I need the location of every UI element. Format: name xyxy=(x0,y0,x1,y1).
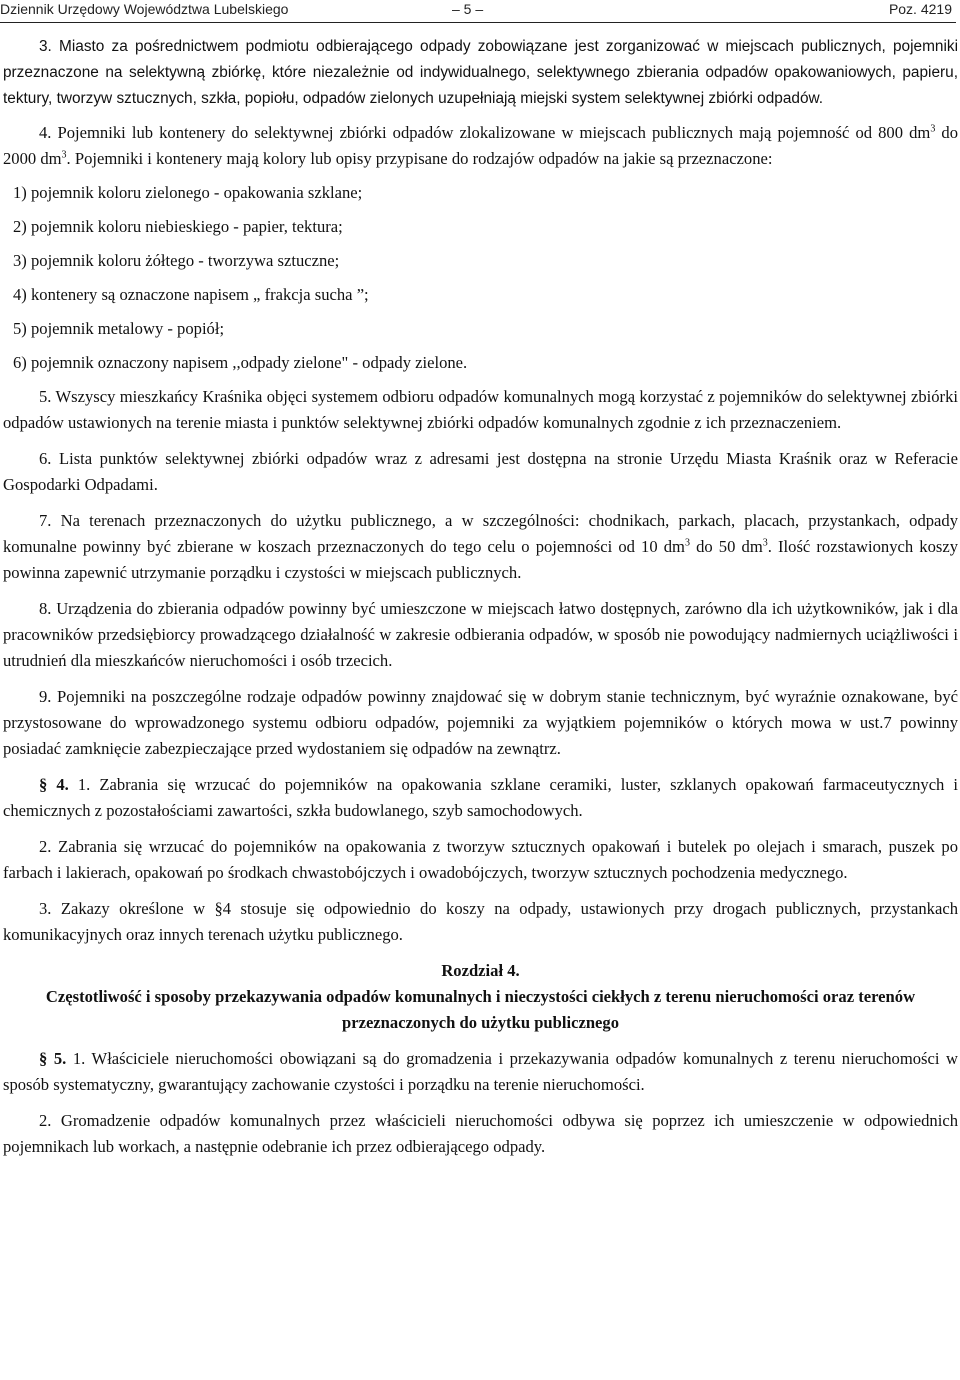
section-5-paragraph-2: 2. Gromadzenie odpadów komunalnych przez właścicieli nieruchomości odbywa się poprzez ich umieszczenie w odpowiednich pojemnikach lub workach, a następnie odebranie ich przez odbierającego odpady. xyxy=(3,1111,958,1156)
page-header xyxy=(0,0,956,23)
list-item: 5) pojemnik metalowy - popiół; xyxy=(13,319,225,338)
chapter-heading: Rozdział 4. xyxy=(441,961,520,980)
paragraph-7-text-b: do 50 dm xyxy=(689,537,763,556)
section-4-paragraph-3: 3. Zakazy określone w §4 stosuje się odpowiednio do koszy na odpady, ustawionych przy drogach publicznych, przystankach komunikacyjnych oraz innych terenach użytku publicznego. xyxy=(3,899,958,944)
paragraph-4 xyxy=(3,120,958,172)
list-item: 6) pojemnik oznaczony napisem ,,odpady zielone" - odpady zielone. xyxy=(13,353,468,372)
list-item: 4) kontenery są oznaczone napisem „ frakcja sucha ”; xyxy=(13,285,369,304)
section-4-paragraph-1 xyxy=(3,772,958,824)
list-item: 3) pojemnik koloru żółtego - tworzywa sztuczne; xyxy=(13,251,340,270)
paragraph-6: 6. Lista punktów selektywnej zbiórki odpadów wraz z adresami jest dostępna na stronie Urzędu Miasta Kraśnik oraz w Referacie Gospodarki Odpadami. xyxy=(3,449,958,494)
paragraph-5: 5. Wszyscy mieszkańcy Kraśnika objęci systemem odbioru odpadów komunalnych mogą korzystać z pojemników do selektywnej zbiórki odpadów ustawionych na terenie miasta i punktów selektywnej zbiórki odpadów komunalnych zgodnie z ich przeznaczeniem. xyxy=(3,387,958,432)
section-5-text-1: 1. Właściciele nieruchomości obowiązani są do gromadzenia i przekazywania odpadów komunalnych z terenu nieruchomości w sposób systematyczny, gwarantujący zachowanie czystości i porządku na terenie nieruchomości. xyxy=(3,1049,959,1094)
journal-title: Dziennik Urzędowy Województwa Lubelskiego xyxy=(0,1,289,17)
document-body xyxy=(3,34,958,1160)
paragraph-4-text-a: 4. Pojemniki lub kontenery do selektywnej zbiórki odpadów zlokalizowane w miejscach publicznych mają pojemność od 800 dm xyxy=(39,123,931,142)
page-number: – 5 – xyxy=(452,1,484,17)
paragraph-4-text-c: . Pojemniki i kontenery mają kolory lub opisy przypisane do rodzajów odpadów na jakie są przeznaczone: xyxy=(66,149,773,168)
position-number: Poz. 4219 xyxy=(888,1,952,17)
section-4-paragraph-2: 2. Zabrania się wrzucać do pojemników na opakowania z tworzyw sztucznych opakowań i butelek po olejach i smarach, puszek po farbach i lakierach, opakowań po środkach chwastobójczych i owadobójczych, tworzyw sztucznych pochodzenia medycznego. xyxy=(3,837,958,882)
paragraph-8: 8. Urządzenia do zbierania odpadów powinny być umieszczone w miejscach łatwo dostępnych, zarówno dla ich użytkowników, jak i dla pracowników przedsiębiorcy prowadzącego działalność w zakresie odbierania odpadów, w sposób nie powodujący nadmiernych uciążliwości i utrudnień dla mieszkańców nieruchomości i osób trzecich. xyxy=(3,599,958,670)
section-5-paragraph-1 xyxy=(3,1046,958,1098)
paragraph-7-text-c: . Ilość rozstawionych koszy powinna zapewnić utrzymanie porządku i czystości w miejscach publicznych. xyxy=(3,537,958,582)
chapter-title: Częstotliwość i sposoby przekazywania odpadów komunalnych i nieczystości ciekłych z terenu nieruchomości oraz terenów przeznaczonych do użytku publicznego xyxy=(45,987,916,1032)
superscript: 3 xyxy=(930,123,936,135)
superscript: 3 xyxy=(762,537,768,549)
superscript: 3 xyxy=(684,537,690,549)
paragraph-4-text-b: do 2000 dm xyxy=(3,123,958,168)
list-item: 1) pojemnik koloru zielonego - opakowania szklane; xyxy=(13,183,363,202)
paragraph-7-text-a: 7. Na terenach przeznaczonych do użytku publicznego, a w szczególności: chodnikach, parkach, placach, przystankach, odpady komunalne powinny być zbierane w koszach przeznaczonych do tego celu o pojemności od 10 dm xyxy=(3,511,958,556)
section-4-text-1: 1. Zabrania się wrzucać do pojemników na opakowania szklane ceramiki, luster, szklanych opakowań farmaceutycznych i chemicznych z pozostałościami zawartości, szkła budowlanego, szyb samochodowych. xyxy=(3,775,959,820)
paragraph-9: 9. Pojemniki na poszczególne rodzaje odpadów powinny znajdować się w dobrym stanie technicznym, być wyraźnie oznakowane, być przystosowane do wprowadzonego systemu odbioru odpadów, pojemniki za wyjątkiem pojemników o których mowa w ust.7 powinny posiadać zamknięcie zabezpieczające przed wydostaniem się odpadów na zewnątrz. xyxy=(3,687,958,758)
section-label: § 4. xyxy=(39,775,69,794)
list-item: 2) pojemnik koloru niebieskiego - papier, tektura; xyxy=(13,217,343,236)
section-label: § 5. xyxy=(39,1049,67,1068)
paragraph-3: 3. Miasto za pośrednictwem podmiotu odbierającego odpady zobowiązane jest zorganizować w miejscach publicznych, pojemniki przeznaczone na selektywną zbiórkę, które niezależnie od indywidualnego, selektywnego zbierania odpadów opakowaniowych, papieru, tektury, tworzyw sztucznych, szkła, popiołu, odpadów zielonych uzupełniają miejski system selektywnej zbiórki odpadów. xyxy=(3,38,958,107)
superscript: 3 xyxy=(61,149,67,161)
paragraph-7 xyxy=(3,508,958,586)
